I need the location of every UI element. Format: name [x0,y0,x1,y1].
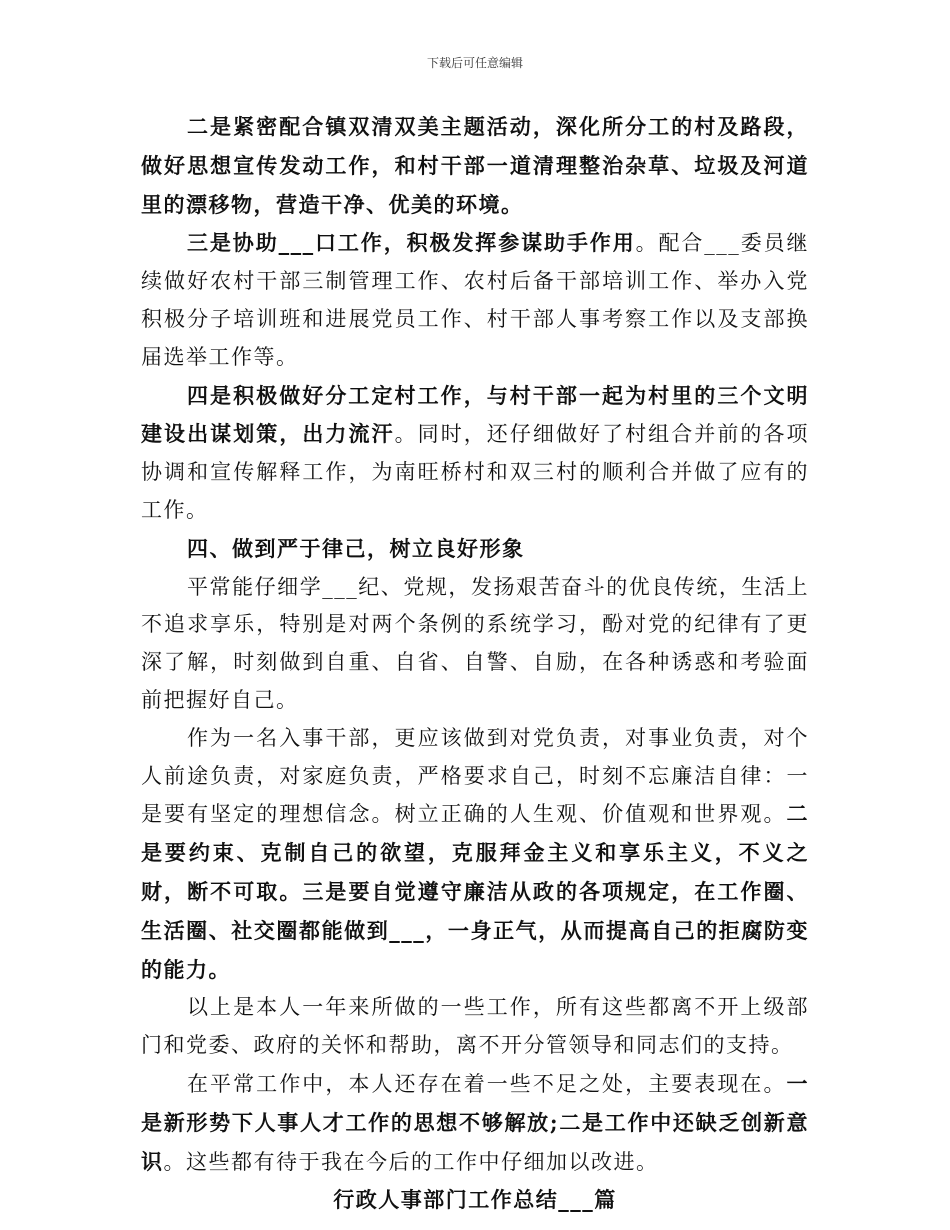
section-heading [141,530,809,569]
next-section-title: 行政人事部门工作总结___篇 [333,1187,617,1213]
bold-text: 四是积极做好分工定村工作，与村干部一起为村里的三个文明建设出谋划策，出力流汗 [141,382,809,447]
body-text: 平常能仔细学___纪、党规，发扬艰苦奋斗的优良传统，生活上不追求享乐，特别是对两个条例的系统学习，酚对党的纪律有了更深了解，时刻做到自重、自省、自警、自励，在各种诱惑和考验面前把握好自己。 [141,574,809,712]
bold-text: 二是要约束、克制自己的欲望，克服拜金主义和享乐主义，不义之财，断不可取。三是要自觉遵守廉洁从政的各项规定，在工作圈、生活圈、社交圈都能做到___，一身正气，从而提高自己的拒腐防变的能力。 [141,801,809,982]
paragraph [141,1065,809,1181]
paragraph [141,569,809,720]
body-text: 以上是本人一年来所做的一些工作，所有这些都离不开上级部门和党委、政府的关怀和帮助，离不开分管领导和同志们的支持。 [141,995,809,1058]
body-text: 。配合___委员继续做好农村干部三制管理工作、农村后备干部培训工作、举办入党积极分子培训班和进展党员工作、村干部人事考察工作以及支部换届选举工作等。 [141,231,810,369]
page-header: 下载后可任意编辑 [426,56,523,70]
body-text: 。这些都有待于我在今后的工作中仔细加以改进。 [163,1149,659,1174]
paragraph [141,989,809,1065]
section-heading-text: 四、做到严于律己，树立良好形象 [187,535,525,561]
bold-text: 一是新形势下人事人才工作的思想不够解放;二是工作中还缺乏创新意识 [141,1070,809,1174]
paragraph [141,720,809,990]
body-text: 。同时，还仔细做好了村组合并前的各项协调和宣传解释工作，为南旺桥村和双三村的顺利合并做了应有的工作。 [141,422,810,522]
bold-text: 三是协助___口工作，积极发挥参谋助手作用 [187,230,636,256]
body-text: 在平常工作中，本人还存在着一些不足之处，主要表现在。 [187,1071,787,1096]
paragraph [141,108,809,224]
body-text: 作为一名入事干部，更应该做到对党负责，对事业负责，对个人前途负责，对家庭负责，严格要求自己，时刻不忘廉洁自律：一是要有坚定的理想信念。树立正确的人生观、价值观和世界观。 [141,725,809,827]
document-body [141,108,809,1219]
paragraph [141,224,809,376]
paragraph [141,377,809,530]
bold-text: 二是紧密配合镇双清双美主题活动，深化所分工的村及路段，做好思想宣传发动工作，和村干部一道清理整治杂草、垃圾及河道里的漂移物，营造干净、优美的环境。 [141,114,809,217]
